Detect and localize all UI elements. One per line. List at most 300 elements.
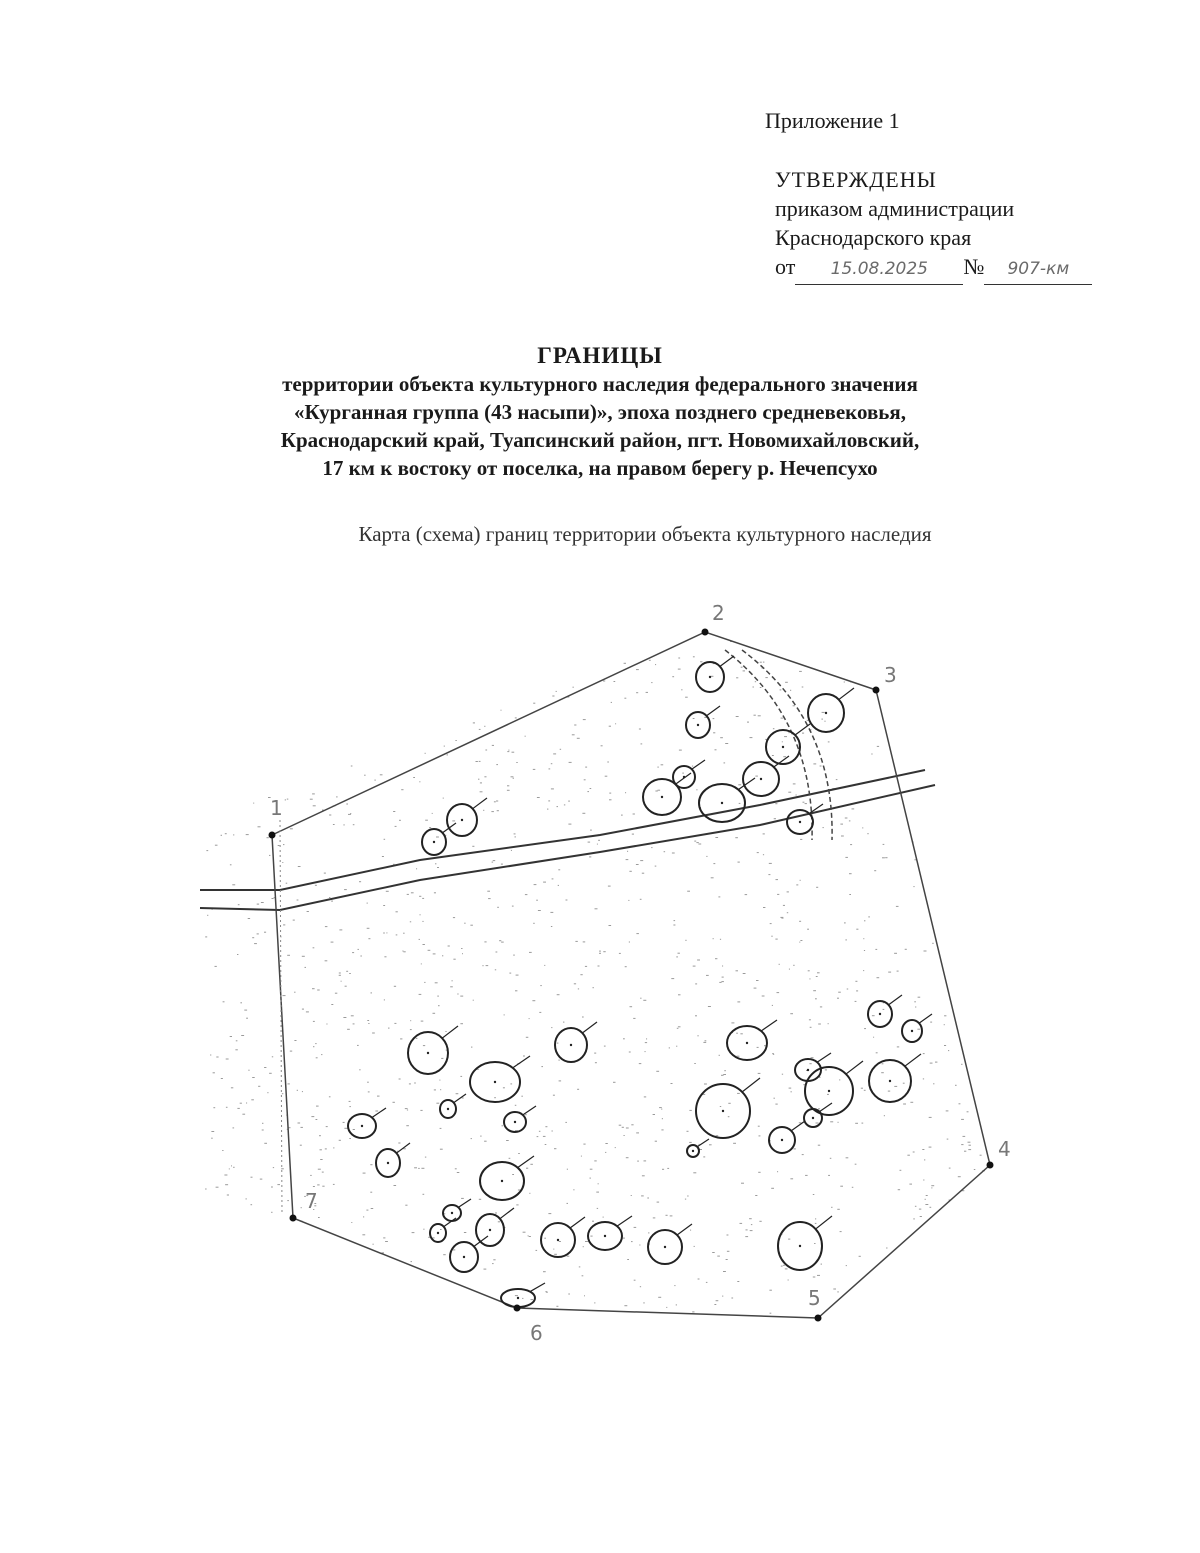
stipple-dot	[770, 923, 772, 924]
stipple-dot	[511, 850, 512, 851]
mound-leader-line	[442, 1026, 458, 1038]
stipple-dot	[352, 952, 354, 953]
stipple-dot	[910, 1102, 913, 1103]
stipple-dot	[681, 689, 682, 690]
stipple-dot	[803, 802, 805, 803]
stipple-dot	[809, 978, 810, 979]
stipple-dot	[269, 855, 270, 856]
stipple-dot	[762, 996, 765, 997]
stipple-dot	[605, 1152, 606, 1153]
stipple-dot	[731, 1298, 733, 1299]
stipple-dot	[515, 717, 517, 718]
stipple-dot	[416, 868, 417, 869]
mound-leader-line	[513, 1056, 531, 1068]
stipple-dot	[225, 833, 227, 834]
stipple-dot	[615, 1147, 616, 1148]
stipple-dot	[383, 933, 385, 934]
map-caption: Карта (схема) границ территории объекта культурного наследия	[358, 522, 932, 546]
stipple-dot	[639, 729, 641, 730]
stipple-dot	[551, 926, 552, 927]
stipple-dot	[396, 934, 398, 935]
stipple-dot	[318, 1217, 320, 1218]
stipple-dot	[574, 725, 576, 726]
stipple-dot	[655, 1141, 657, 1142]
stipple-dot	[246, 834, 249, 835]
stipple-dot	[455, 1168, 457, 1169]
stipple-dot	[491, 811, 494, 812]
stipple-dot	[598, 966, 600, 967]
stipple-dot	[813, 763, 816, 764]
stipple-dot	[313, 1021, 315, 1022]
stipple-dot	[511, 776, 514, 777]
stipple-dot	[697, 1035, 698, 1036]
stipple-dot	[913, 1218, 915, 1219]
stipple-dot	[763, 662, 765, 663]
stipple-dot	[582, 813, 585, 814]
stipple-dot	[818, 1145, 820, 1146]
stipple-dot	[923, 1053, 925, 1054]
stipple-dot	[246, 1198, 247, 1199]
road-edge-top	[200, 770, 925, 890]
stipple-dot	[757, 852, 759, 853]
stipple-dot	[874, 870, 876, 871]
stipple-dot	[382, 856, 384, 857]
stipple-dot	[907, 1155, 910, 1156]
stipple-dot	[609, 726, 611, 727]
stipple-dot	[713, 863, 715, 864]
stipple-dot	[231, 1087, 233, 1088]
stipple-dot	[425, 1157, 426, 1158]
stipple-dot	[624, 1305, 627, 1306]
stipple-dot	[955, 1085, 957, 1086]
stipple-dot	[529, 1018, 530, 1019]
stipple-dot	[339, 973, 341, 974]
heading-line-1: территории объекта культурного наследия федерального значения	[282, 372, 918, 396]
stipple-dot	[621, 815, 623, 816]
stipple-dot	[452, 820, 455, 821]
mounds-layer	[348, 656, 932, 1307]
stipple-dot	[567, 1256, 570, 1257]
mound-leader-line	[473, 798, 488, 809]
stipple-dot	[634, 1227, 637, 1228]
stipple-dot	[273, 1167, 274, 1168]
stipple-dot	[457, 1172, 460, 1173]
stipple-dot	[370, 1192, 372, 1193]
stipple-dot	[625, 792, 626, 793]
stipple-dot	[341, 981, 342, 982]
stipple-dot	[847, 989, 849, 990]
boundary-point-label-3: 3	[884, 663, 897, 687]
stipple-dot	[267, 837, 269, 838]
stipple-dot	[388, 1028, 390, 1029]
stipple-dot	[331, 942, 334, 943]
stipple-dot	[367, 1082, 369, 1083]
stipple-dot	[583, 941, 586, 942]
stipple-dot	[236, 1040, 238, 1041]
stipple-dot	[788, 732, 789, 733]
mound-center	[427, 1052, 429, 1054]
stipple-dot	[897, 1046, 899, 1047]
stipple-dot	[507, 751, 509, 752]
stipple-dot	[306, 1011, 309, 1012]
stipple-dot	[619, 1125, 622, 1126]
stipple-dot	[567, 1203, 569, 1204]
stipple-dot	[585, 1241, 588, 1242]
stipple-dot	[669, 1047, 670, 1048]
stipple-dot	[695, 983, 697, 984]
stipple-dot	[964, 1151, 966, 1152]
stipple-dot	[460, 1023, 463, 1024]
stipple-dot	[420, 1110, 422, 1111]
stipple-dot	[828, 741, 830, 742]
stipple-dot	[737, 1001, 740, 1002]
stipple-dot	[316, 1057, 318, 1058]
stipple-dot	[769, 863, 772, 864]
stipple-dot	[320, 1149, 322, 1150]
stipple-dot	[483, 810, 484, 811]
stipple-dot	[777, 894, 779, 895]
stipple-dot	[629, 942, 630, 943]
stipple-dot	[849, 820, 851, 821]
stipple-dot	[488, 898, 491, 899]
stipple-dot	[288, 1083, 290, 1084]
stipple-dot	[312, 793, 315, 794]
stipple-dot	[272, 1056, 273, 1057]
stipple-dot	[627, 1259, 629, 1260]
stipple-dot	[689, 1142, 692, 1143]
stipple-dot	[636, 669, 639, 670]
stipple-dot	[211, 1131, 214, 1132]
stipple-dot	[590, 1169, 593, 1170]
stipple-dot	[237, 954, 238, 955]
territory-boundary	[272, 632, 990, 1318]
stipple-dot	[805, 803, 807, 804]
stipple-dot	[514, 833, 516, 834]
stipple-dot	[923, 1078, 924, 1079]
stipple-dot	[794, 1148, 796, 1149]
stipple-dot	[453, 917, 455, 918]
stipple-dot	[839, 1079, 840, 1080]
stipple-dot	[573, 1189, 574, 1190]
stipple-dot	[221, 835, 222, 836]
stipple-dot	[876, 1052, 878, 1053]
stipple-dot	[494, 1097, 496, 1098]
stipple-dot	[837, 998, 839, 999]
stipple-dot	[731, 1022, 734, 1023]
stipple-dot	[455, 740, 456, 741]
stipple-dot	[560, 749, 561, 750]
stipple-dot	[569, 762, 572, 763]
stipple-dot	[605, 1143, 607, 1144]
stipple-dot	[820, 766, 822, 767]
stipple-dot	[240, 1103, 242, 1104]
stipple-dot	[211, 1138, 213, 1139]
stipple-dot	[815, 1218, 816, 1219]
stipple-dot	[444, 746, 445, 747]
stipple-dot	[643, 1302, 644, 1303]
stipple-dot	[653, 1217, 656, 1218]
stipple-dot	[503, 1087, 505, 1088]
mound-center	[361, 1125, 363, 1127]
stipple-dot	[557, 994, 560, 995]
stipple-dot	[649, 660, 651, 661]
stipple-dot	[523, 1056, 525, 1057]
stipple-dot	[531, 1299, 534, 1300]
stipple-dot	[645, 1051, 646, 1052]
stipple-dot	[434, 892, 436, 893]
stipple-dot	[840, 824, 843, 825]
stipple-dot	[623, 1038, 625, 1039]
mound-leader-line	[442, 823, 456, 833]
stipple-dot	[315, 1043, 316, 1044]
stipple-dot	[359, 881, 361, 882]
stipple-dot	[700, 661, 702, 662]
stipple-dot	[464, 1232, 466, 1233]
stipple-dot	[333, 1184, 335, 1185]
stipple-dot	[302, 956, 305, 957]
stipple-dot	[233, 1167, 235, 1168]
stipple-dot	[735, 837, 738, 838]
stipple-dot	[329, 1096, 331, 1097]
stipple-dot	[864, 950, 865, 951]
stipple-dot	[585, 966, 587, 967]
stipple-dot	[924, 1159, 925, 1160]
stipple-dot	[639, 1245, 640, 1246]
stipple-dot	[349, 1138, 351, 1139]
stipple-dot	[522, 1298, 523, 1299]
stipple-dot	[877, 746, 879, 747]
stipple-dot	[537, 797, 540, 798]
stipple-dot	[967, 1111, 969, 1112]
stipple-dot	[597, 1208, 598, 1209]
stipple-dot	[316, 1119, 318, 1120]
stipple-dot	[708, 1006, 711, 1007]
stipple-dot	[360, 956, 362, 957]
stipple-dot	[736, 677, 738, 678]
stipple-dot	[322, 1172, 324, 1173]
stipple-dot	[287, 799, 289, 800]
stipple-dot	[639, 1063, 642, 1064]
handwritten-number: 907-км	[984, 255, 1092, 285]
stipple-dot	[568, 801, 570, 802]
stipple-dot	[676, 1304, 677, 1305]
stipple-dot	[367, 1020, 369, 1021]
mound-center	[799, 821, 801, 823]
stipple-dot	[545, 1291, 547, 1292]
stipple-dot	[559, 1080, 562, 1081]
stipple-dot	[410, 921, 411, 922]
stipple-dot	[717, 1256, 720, 1257]
stipple-dot	[585, 767, 587, 768]
mound-center	[570, 1044, 572, 1046]
stipple-dot	[248, 918, 250, 919]
stipple-dot	[436, 837, 439, 838]
mound-leader-line	[888, 995, 902, 1005]
mound-center	[661, 796, 663, 798]
stipple-dot	[623, 1238, 625, 1239]
stipple-dot	[460, 1076, 462, 1077]
stipple-dot	[579, 1266, 581, 1267]
stipple-dot	[776, 879, 779, 880]
stipple-dot	[816, 887, 818, 888]
stipple-dot	[644, 1160, 647, 1161]
stipple-dot	[493, 860, 496, 861]
stipple-dot	[676, 1046, 677, 1047]
stipple-dot	[640, 1286, 641, 1287]
stipple-dot	[692, 1311, 694, 1312]
stipple-dot	[421, 963, 422, 964]
stipple-dot	[673, 925, 675, 926]
stipple-dot	[418, 1168, 420, 1169]
stipple-dot	[554, 1148, 556, 1149]
stipple-dot	[743, 973, 746, 974]
stipple-dot	[594, 1302, 595, 1303]
stipple-dot	[357, 1045, 359, 1046]
stipple-dot	[930, 1063, 933, 1064]
stipple-dot	[552, 696, 554, 697]
stipple-dot	[802, 733, 804, 734]
stipple-dot	[581, 1156, 582, 1157]
heading-line-3: Краснодарский край, Туапсинский район, пгт. Новомихайловский,	[280, 428, 920, 452]
stipple-dot	[508, 750, 509, 751]
stipple-dot	[622, 1127, 624, 1128]
stipple-dot	[512, 1174, 514, 1175]
stipple-dot	[631, 1124, 633, 1125]
stipple-dot	[796, 795, 797, 796]
stipple-dot	[544, 965, 545, 966]
stipple-dot	[351, 1222, 352, 1223]
stipple-dot	[629, 871, 631, 872]
stipple-dot	[630, 1006, 633, 1007]
stipple-dot	[385, 1241, 388, 1242]
stipple-dot	[661, 1109, 662, 1110]
stipple-dot	[696, 789, 697, 790]
stipple-dot	[457, 994, 458, 995]
stipple-dot	[242, 1114, 245, 1115]
stipple-dot	[818, 1024, 821, 1025]
stipple-dot	[631, 1241, 633, 1242]
stipple-dot	[802, 687, 804, 688]
mound-leader-line	[761, 1020, 777, 1031]
mound-leader-line	[742, 1078, 760, 1092]
date-prefix: от	[775, 254, 796, 279]
boundary-map	[0, 590, 1200, 1370]
stipple-dot	[868, 916, 870, 917]
stipple-dot	[226, 1107, 228, 1108]
stipple-dot	[935, 1062, 937, 1063]
stipple-dot	[556, 691, 557, 692]
stipple-dot	[774, 818, 776, 819]
stipple-dot	[456, 1093, 459, 1094]
stipple-dot	[386, 932, 387, 933]
stipple-dot	[739, 803, 741, 804]
stipple-dot	[515, 1105, 517, 1106]
stipple-dot	[252, 1077, 255, 1078]
stipple-dot	[480, 1136, 481, 1137]
stipple-dot	[233, 834, 234, 835]
stipple-dot	[440, 1089, 441, 1090]
stipple-dot	[758, 1172, 760, 1173]
stipple-dot	[423, 944, 425, 945]
stipple-dot	[821, 1264, 822, 1265]
stipple-dot	[788, 792, 791, 793]
stipple-dot	[434, 1089, 436, 1090]
stipple-dot	[484, 1269, 487, 1270]
mound-center	[514, 1121, 516, 1123]
stipple-dot	[696, 842, 698, 843]
mound-center	[501, 1180, 503, 1182]
stipple-dot	[727, 1235, 729, 1236]
stipple-dot	[771, 936, 772, 937]
document-heading	[0, 342, 1200, 482]
stipple-dot	[719, 982, 721, 983]
stipple-dot	[230, 1036, 232, 1037]
stipple-dot	[862, 827, 863, 828]
stipple-dot	[642, 1175, 645, 1176]
stipple-dot	[773, 1054, 774, 1055]
stipple-dot	[643, 1000, 646, 1001]
stipple-dot	[479, 761, 481, 762]
stipple-dot	[694, 1063, 696, 1064]
stipple-dot	[624, 698, 626, 699]
stipple-dot	[777, 992, 780, 993]
mound-center	[494, 1081, 496, 1083]
stipple-dot	[625, 966, 627, 967]
stipple-dot	[657, 1202, 660, 1203]
stipple-dot	[516, 1204, 518, 1205]
boundary-point-label-5: 5	[808, 1286, 821, 1310]
stipple-dot	[595, 1062, 597, 1063]
stipple-dot	[277, 1184, 280, 1185]
stipple-dot	[368, 1091, 370, 1092]
stipple-dot	[844, 922, 846, 923]
stipple-dot	[676, 956, 678, 957]
stipple-dot	[262, 1123, 263, 1124]
mound-leader-line	[846, 1061, 863, 1074]
stipple-dot	[800, 839, 802, 840]
stipple-dot	[817, 972, 820, 973]
stipple-dot	[371, 992, 373, 993]
stipple-dot	[403, 951, 405, 952]
mound-center	[387, 1162, 389, 1164]
stipple-dot	[774, 1098, 775, 1099]
stipple-dot	[808, 970, 810, 971]
stipple-dot	[788, 1280, 789, 1281]
stipple-dot	[685, 940, 686, 941]
stipple-dot	[447, 754, 449, 755]
stipple-dot	[484, 941, 486, 942]
stipple-dot	[487, 891, 490, 892]
stipple-dot	[320, 1159, 322, 1160]
mound-center	[447, 1108, 449, 1110]
stipple-dot	[787, 891, 789, 892]
stipple-dot	[450, 986, 453, 987]
stipple-dot	[344, 889, 347, 890]
stipple-dot	[492, 1263, 494, 1264]
stipple-dot	[693, 966, 696, 967]
stipple-dot	[861, 1088, 863, 1089]
stipple-dot	[407, 894, 409, 895]
mound-center	[889, 1080, 891, 1082]
mound-center	[433, 841, 435, 843]
stipple-dot	[627, 851, 628, 852]
stipple-dot	[506, 1140, 509, 1141]
boundary-points-layer	[269, 601, 1011, 1345]
stipple-dot	[384, 839, 386, 840]
stipple-dot	[513, 778, 514, 779]
stipple-dot	[820, 1006, 822, 1007]
stipple-dot	[724, 762, 726, 763]
